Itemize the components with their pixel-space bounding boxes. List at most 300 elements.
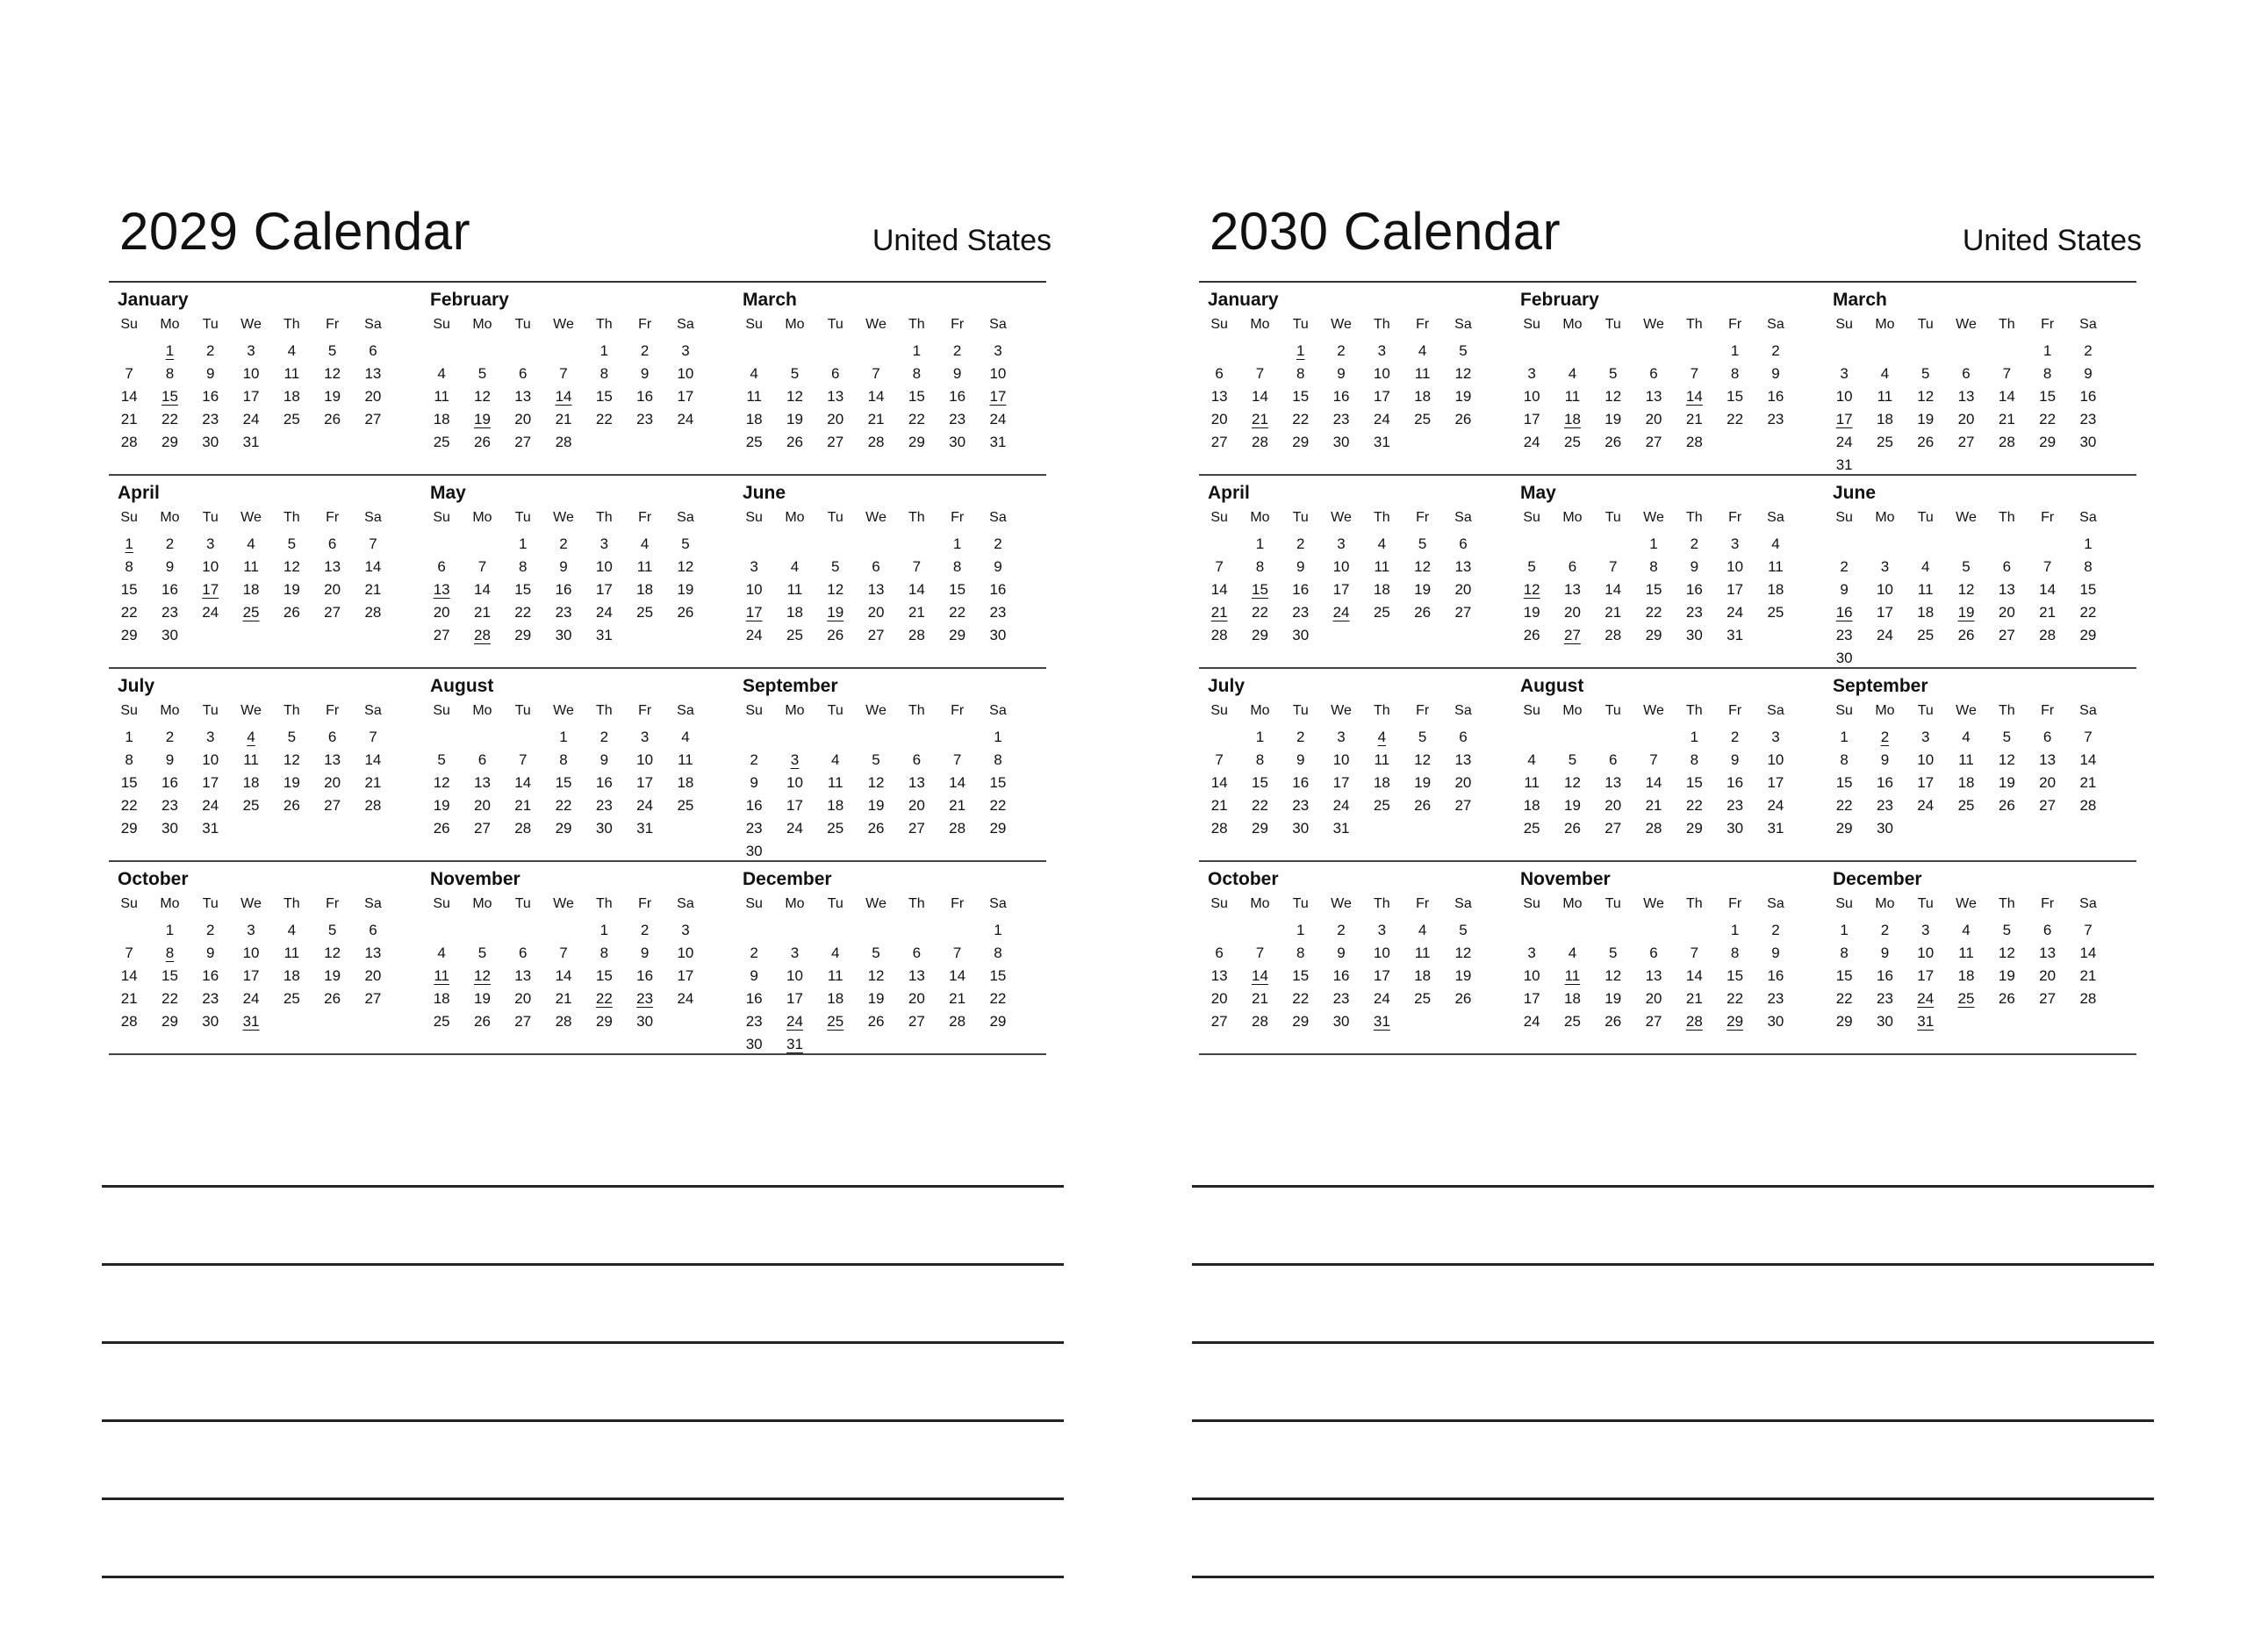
weekday-label: We: [1643, 317, 1664, 332]
day-cell: 31: [202, 820, 219, 837]
weekday-label: Su: [120, 896, 138, 911]
day-cell: 23: [555, 604, 572, 621]
day-cell: 20: [1957, 411, 1975, 427]
weekday-label: Mo: [1250, 510, 1270, 525]
day-cell: 20: [1210, 411, 1228, 427]
week-row: [1199, 988, 1483, 1011]
day-cell: 2: [165, 535, 175, 552]
day-cell: [503, 341, 543, 363]
day-cell: 13: [1645, 388, 1662, 405]
holiday-day: 1: [165, 342, 175, 359]
day-cell: 10: [1876, 581, 1893, 598]
day-cell: [1199, 341, 1239, 363]
day-cell: 28: [1210, 820, 1228, 837]
day-cell: 19: [1604, 411, 1622, 427]
day-cell: 13: [2039, 751, 2057, 768]
day-cell: 19: [1917, 411, 1935, 427]
day-cell: [353, 432, 393, 455]
day-cell: 11: [1564, 388, 1581, 405]
day-cell: 19: [1998, 774, 2015, 791]
weekday-label: Sa: [1454, 703, 1472, 718]
weekday-label: Sa: [364, 703, 382, 718]
day-cell: 23: [745, 1013, 763, 1030]
weekday-label: Fr: [2041, 896, 2055, 911]
week-row: [109, 727, 393, 750]
weekday-label: Fr: [638, 896, 652, 911]
day-cell: 9: [1296, 751, 1305, 768]
day-cell: 22: [120, 797, 138, 814]
day-cell: [271, 1011, 312, 1034]
week-row: [109, 966, 393, 988]
day-cell: 20: [1645, 990, 1662, 1007]
day-cell: 14: [2079, 945, 2097, 961]
week-row: [421, 818, 706, 841]
day-cell: 6: [1649, 945, 1658, 961]
day-cell: 5: [1527, 558, 1536, 575]
holiday-day: 13: [433, 581, 450, 598]
day-cell: 18: [1373, 581, 1390, 598]
week-row: [421, 943, 706, 966]
day-cell: 22: [1685, 797, 1703, 814]
day-cell: [1906, 534, 1946, 557]
week-row: [1824, 727, 2108, 750]
day-cell: 2: [952, 342, 962, 359]
day-cell: 7: [2042, 558, 2052, 575]
day-cell: 2: [206, 922, 215, 938]
day-cell: 10: [1727, 558, 1744, 575]
week-row: [109, 432, 393, 455]
holiday-day: 16: [1835, 604, 1853, 621]
weekday-label: Th: [1686, 703, 1703, 718]
day-cell: 7: [369, 729, 377, 745]
day-cell: 28: [867, 434, 885, 450]
week-row: [734, 602, 1018, 625]
day-cell: 31: [1727, 627, 1744, 643]
day-cell: 8: [1255, 751, 1265, 768]
day-cell: 8: [125, 558, 133, 575]
day-cell: [1443, 818, 1483, 841]
day-cell: [1443, 625, 1483, 648]
day-cell: 20: [908, 990, 925, 1007]
weekday-label: We: [1643, 510, 1664, 525]
weekday-label: Su: [1210, 703, 1228, 718]
weekday-label: We: [553, 510, 574, 525]
day-cell: 18: [636, 581, 654, 598]
day-cell: 1: [1255, 535, 1265, 552]
day-cell: 1: [599, 922, 609, 938]
day-cell: 25: [827, 820, 844, 837]
day-cell: 9: [1771, 365, 1780, 382]
weekday-label: Su: [120, 703, 138, 718]
day-cell: 8: [1296, 365, 1305, 382]
day-cell: 22: [2039, 411, 2057, 427]
day-cell: 8: [1730, 945, 1740, 961]
day-cell: 24: [989, 411, 1007, 427]
day-cell: [815, 727, 856, 750]
weekday-label: Mo: [785, 317, 805, 332]
day-cell: 3: [1880, 558, 1890, 575]
day-cell: 16: [745, 990, 763, 1007]
day-cell: 1: [519, 535, 528, 552]
holiday-day: 31: [1917, 1013, 1935, 1030]
day-cell: 8: [952, 558, 962, 575]
day-cell: 5: [1568, 751, 1577, 768]
day-cell: 13: [514, 967, 532, 984]
day-cell: 6: [1215, 945, 1224, 961]
notes-lines: [1192, 1185, 2154, 1578]
day-cell: 13: [514, 388, 532, 405]
weekday-label: Tu: [1917, 510, 1934, 525]
weekday-label: Sa: [364, 317, 382, 332]
day-cell: 4: [1568, 945, 1577, 961]
month-january: [1199, 283, 1511, 474]
day-cell: 23: [1332, 990, 1350, 1007]
day-cell: 8: [1296, 945, 1305, 961]
month-may: [421, 476, 734, 667]
holiday-day: 14: [1251, 967, 1268, 984]
week-row: [1824, 557, 2108, 579]
week-row: [734, 943, 1018, 966]
weekday-label: Mo: [1562, 317, 1583, 332]
holiday-day: 17: [202, 581, 219, 598]
day-cell: 24: [636, 797, 654, 814]
day-cell: 3: [994, 342, 1002, 359]
day-cell: 11: [678, 751, 693, 768]
day-cell: [312, 818, 352, 841]
day-cell: [1593, 727, 1633, 750]
day-cell: 23: [989, 604, 1007, 621]
month-name: November: [1520, 869, 1611, 889]
weekday-label: Th: [908, 510, 925, 525]
day-cell: 9: [165, 751, 175, 768]
day-cell: 28: [1685, 434, 1703, 450]
day-cell: 9: [165, 558, 175, 575]
week-row: [1199, 750, 1483, 772]
day-cell: 22: [949, 604, 966, 621]
day-cell: 6: [2002, 558, 2012, 575]
weekday-header: [109, 895, 393, 913]
day-cell: 10: [1767, 751, 1784, 768]
weekday-label: Sa: [677, 703, 694, 718]
day-cell: 26: [283, 604, 300, 621]
country-label: United States: [872, 224, 1052, 257]
day-cell: 19: [283, 581, 300, 598]
day-cell: 18: [1876, 411, 1893, 427]
day-cell: 12: [1604, 967, 1622, 984]
day-cell: 18: [242, 774, 260, 791]
day-cell: 24: [1373, 411, 1390, 427]
day-cell: [624, 625, 664, 648]
day-cell: 29: [120, 627, 138, 643]
weekday-label: Th: [596, 510, 613, 525]
day-cell: 23: [1876, 797, 1893, 814]
weekday-header: [1199, 316, 1483, 334]
weekday-label: Tu: [202, 510, 219, 525]
weekday-label: Sa: [2079, 896, 2097, 911]
day-cell: [774, 341, 815, 363]
day-cell: 5: [1921, 365, 1930, 382]
day-cell: 23: [2079, 411, 2097, 427]
day-cell: 25: [1957, 797, 1975, 814]
day-cell: 10: [1373, 365, 1390, 382]
day-cell: 9: [599, 751, 609, 768]
day-cell: 21: [2079, 774, 2097, 791]
day-cell: 25: [433, 434, 450, 450]
week-row: [1511, 557, 1796, 579]
day-cell: [462, 727, 502, 750]
day-cell: 25: [786, 627, 803, 643]
day-cell: 19: [324, 388, 341, 405]
day-cell: 29: [1685, 820, 1703, 837]
day-cell: 9: [994, 558, 1002, 575]
day-cell: 7: [952, 945, 962, 961]
day-cell: [271, 818, 312, 841]
day-cell: 14: [120, 388, 138, 405]
day-cell: 23: [595, 797, 613, 814]
day-cell: 12: [473, 388, 491, 405]
week-row: [421, 750, 706, 772]
day-cell: 4: [750, 365, 758, 382]
weekday-label: Th: [1374, 510, 1390, 525]
day-cell: 6: [1649, 365, 1658, 382]
day-cell: 7: [125, 945, 133, 961]
week-row: [421, 988, 706, 1011]
day-cell: 15: [1292, 967, 1310, 984]
day-cell: 17: [786, 797, 803, 814]
week-row: [1511, 579, 1796, 602]
month-july: [1199, 669, 1511, 860]
holiday-day: 3: [790, 751, 800, 768]
day-cell: 8: [2042, 365, 2052, 382]
week-row: [734, 432, 1018, 455]
day-cell: 25: [1414, 990, 1432, 1007]
month-name: August: [430, 676, 494, 696]
day-cell: 23: [202, 990, 219, 1007]
day-cell: [665, 625, 706, 648]
day-cell: 13: [1645, 967, 1662, 984]
day-cell: 10: [786, 967, 803, 984]
day-cell: 27: [433, 627, 450, 643]
week-row: [1199, 557, 1483, 579]
day-cell: [978, 841, 1018, 864]
day-cell: 9: [750, 967, 758, 984]
month-name: April: [118, 483, 160, 503]
week-row: [734, 841, 1018, 864]
day-cell: 16: [1876, 774, 1893, 791]
month-name: December: [743, 869, 832, 889]
weeks: [421, 727, 706, 841]
day-cell: 6: [437, 558, 446, 575]
weekday-label: Th: [1686, 317, 1703, 332]
note-line: [1192, 1266, 2154, 1344]
day-cell: 30: [949, 434, 966, 450]
day-cell: 18: [1373, 774, 1390, 791]
day-cell: [421, 534, 462, 557]
weeks: [421, 920, 706, 1034]
weekday-label: Fr: [951, 510, 965, 525]
day-cell: 5: [1418, 729, 1427, 745]
day-cell: 25: [1373, 604, 1390, 621]
day-cell: 11: [786, 581, 803, 598]
day-cell: 1: [559, 729, 568, 745]
week-row: [734, 920, 1018, 943]
weekday-label: Sa: [989, 317, 1007, 332]
day-cell: 21: [1251, 990, 1268, 1007]
note-line: [102, 1188, 1064, 1266]
day-cell: 12: [867, 967, 885, 984]
week-row: [1824, 432, 2108, 455]
day-cell: 25: [1523, 820, 1540, 837]
holiday-day: 4: [1377, 729, 1387, 745]
weekday-label: Su: [433, 317, 450, 332]
day-cell: 18: [1957, 774, 1975, 791]
month-name: March: [1833, 290, 1887, 310]
day-cell: [1986, 648, 2027, 671]
day-cell: 19: [433, 797, 450, 814]
weekday-label: Mo: [1562, 703, 1583, 718]
day-cell: 1: [1730, 342, 1740, 359]
day-cell: 8: [912, 365, 922, 382]
day-cell: 2: [1296, 535, 1305, 552]
weekday-label: Th: [908, 317, 925, 332]
day-cell: 28: [120, 1013, 138, 1030]
day-cell: 28: [555, 1013, 572, 1030]
day-cell: 8: [994, 751, 1002, 768]
day-cell: 9: [1730, 751, 1740, 768]
week-row: [1824, 625, 2108, 648]
day-cell: 22: [1645, 604, 1662, 621]
weekday-label: Fr: [1416, 703, 1430, 718]
day-cell: 22: [161, 990, 178, 1007]
day-cell: 10: [202, 558, 219, 575]
day-cell: 18: [1767, 581, 1784, 598]
week-row: [1824, 341, 2108, 363]
day-cell: 22: [595, 411, 613, 427]
day-cell: 5: [1459, 342, 1468, 359]
weekday-label: We: [240, 703, 262, 718]
day-cell: 1: [1255, 729, 1265, 745]
day-cell: [1946, 1011, 1986, 1034]
day-cell: [1824, 341, 1864, 363]
day-cell: [937, 841, 977, 864]
holiday-day: 29: [1727, 1013, 1744, 1030]
weekday-header: [421, 702, 706, 720]
day-cell: 4: [640, 535, 650, 552]
week-row: [109, 750, 393, 772]
day-cell: 5: [437, 751, 446, 768]
day-cell: 11: [243, 558, 259, 575]
weekday-label: Fr: [951, 317, 965, 332]
weekday-label: Sa: [364, 896, 382, 911]
holiday-day: 28: [1685, 1013, 1703, 1030]
day-cell: 9: [1296, 558, 1305, 575]
day-cell: 20: [1563, 604, 1581, 621]
day-cell: [815, 534, 856, 557]
day-cell: 30: [1685, 627, 1703, 643]
weekday-label: Fr: [1728, 317, 1742, 332]
day-cell: 26: [1454, 411, 1472, 427]
day-cell: 3: [599, 535, 609, 552]
day-cell: 6: [519, 945, 528, 961]
weekday-label: Fr: [638, 317, 652, 332]
weekday-label: Th: [284, 510, 300, 525]
day-cell: 5: [2002, 922, 2012, 938]
week-row: [421, 386, 706, 409]
weeks: [109, 341, 393, 455]
quarter-row: [109, 862, 1046, 1055]
holiday-day: 17: [745, 604, 763, 621]
weekday-label: Fr: [1728, 896, 1742, 911]
day-cell: 26: [1604, 1013, 1622, 1030]
day-cell: 31: [1373, 434, 1390, 450]
day-cell: [1552, 341, 1592, 363]
weekday-label: We: [1956, 896, 1977, 911]
day-cell: 16: [745, 797, 763, 814]
weekday-header: [1511, 316, 1796, 334]
day-cell: 14: [949, 774, 966, 791]
holiday-day: 19: [473, 411, 491, 427]
day-cell: 21: [364, 774, 382, 791]
day-cell: [503, 920, 543, 943]
day-cell: 28: [949, 820, 966, 837]
weekday-label: Fr: [326, 510, 340, 525]
day-cell: 8: [1649, 558, 1658, 575]
month-march: [1824, 283, 2136, 474]
week-row: [1824, 455, 2108, 478]
day-cell: 27: [1210, 434, 1228, 450]
week-row: [734, 966, 1018, 988]
weekday-label: Sa: [1767, 510, 1784, 525]
day-cell: 9: [1880, 945, 1890, 961]
day-cell: 8: [1840, 751, 1849, 768]
day-cell: 22: [2079, 604, 2097, 621]
day-cell: 5: [1609, 945, 1618, 961]
day-cell: 16: [161, 774, 178, 791]
day-cell: 28: [120, 434, 138, 450]
week-row: [1824, 818, 2108, 841]
week-row: [734, 557, 1018, 579]
weekday-label: Tu: [1917, 317, 1934, 332]
day-cell: 20: [1604, 797, 1622, 814]
week-row: [109, 534, 393, 557]
day-cell: 10: [636, 751, 654, 768]
weekday-label: We: [865, 703, 887, 718]
week-row: [109, 772, 393, 795]
weekday-label: Su: [1523, 703, 1540, 718]
day-cell: 12: [324, 945, 341, 961]
day-cell: 5: [1609, 365, 1618, 382]
day-cell: 3: [1921, 729, 1930, 745]
day-cell: 15: [1727, 388, 1744, 405]
day-cell: 15: [555, 774, 572, 791]
weeks: [1824, 341, 2108, 478]
day-cell: 22: [1251, 797, 1268, 814]
week-row: [734, 534, 1018, 557]
weeks: [1511, 534, 1796, 648]
day-cell: [2027, 534, 2067, 557]
day-cell: 14: [555, 967, 572, 984]
day-cell: 25: [677, 797, 694, 814]
holiday-day: 18: [1563, 411, 1581, 427]
day-cell: 29: [1835, 820, 1853, 837]
day-cell: 22: [989, 797, 1007, 814]
day-cell: 21: [2039, 604, 2057, 621]
weekday-label: Su: [1523, 510, 1540, 525]
month-august: [421, 669, 734, 860]
holiday-day: 22: [595, 990, 613, 1007]
week-row: [734, 750, 1018, 772]
day-cell: 29: [161, 1013, 178, 1030]
